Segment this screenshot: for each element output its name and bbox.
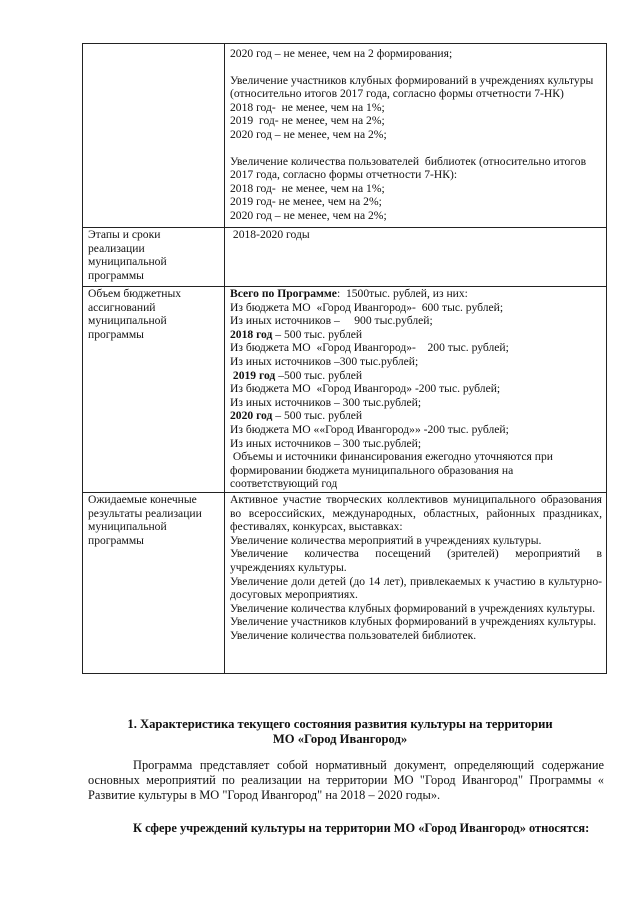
scope-paragraph: К сфере учреждений культуры на территории МО «Город Ивангород» относятся: bbox=[133, 821, 590, 835]
budget-cell: Всего по Программе: 1500тыс. рублей, из них: Из бюджета МО «Город Ивангород»- 600 тыс. рублей; Из иных источников – 900 тыс.рублей; 2018 год – 500 тыс. рублей Из бюджета МО «Город Ивангород»- 200 тыс. рублей; Из иных источников –300 тыс.рублей; 2019 год –500 тыс. рублей Из бюджета МО «Город Ивангород» -200 тыс. рублей; Из иных источников – 300 тыс.рублей; 2020 год – 500 тыс. рублей Из бюджета МО ««Город Ивангород»» -200 тыс. рублей; Из иных источников – 300 тыс.рублей; Объемы и источники финансирования ежегодно уточняются при формировании бюджета муниципального образования на соответствующий год bbox=[225, 287, 607, 493]
text-line: 2017 года, согласно формы отчетности 7-НК): bbox=[230, 168, 458, 182]
intro-paragraph: Программа представляет собой нормативный документ, определяющий содержание основных мероприятий по реализации на территории МО "Город Ивангород" Программы « Развитие культуры в МО "Город Ивангород" на 2018 – 2020 годы». bbox=[88, 758, 604, 802]
budget-2018: 2018 год – 500 тыс. рублей bbox=[230, 327, 363, 341]
text-line: 2019 год- не менее, чем на 2%; bbox=[230, 114, 385, 128]
table-row bbox=[83, 228, 607, 287]
budget-2020: 2020 год – 500 тыс. рублей bbox=[230, 409, 363, 423]
text-line: 2019 год- не менее, чем на 2%; bbox=[230, 195, 382, 209]
row-label-results: Ожидаемые конечные результаты реализации муниципальной программы bbox=[83, 493, 225, 674]
budget-total: Всего по Программе: 1500тыс. рублей, из них: bbox=[230, 287, 468, 300]
row-label-budget: Объем бюджетных ассигнований муниципальной программы bbox=[83, 287, 225, 493]
text-line: 2020 год – не менее, чем на 2%; bbox=[230, 127, 387, 141]
text-line: Увеличение участников клубных формирований в учреждениях культуры bbox=[230, 73, 594, 87]
text-line: 2020 год – не менее, чем на 2%; bbox=[230, 208, 387, 222]
text-line: 2018 год- не менее, чем на 1%; bbox=[230, 100, 385, 114]
results-cell: Активное участие творческих коллективов муниципального образования во всероссийских, международных, областных, районных праздниках, фестивалях, конкурсах, выставках: Увеличение количества мероприятий в учреждениях культуры. Увеличение количества посещений (зрителей) мероприятий в учреждениях культуры. Увеличение доли детей (до 14 лет), привлекаемых к участию в культурно-досуговых мероприятиях. Увеличение количества клубных формирований в учреждениях культуры. Увеличение участников клубных формирований в учреждениях культуры. Увеличение количества пользователей библиотек. bbox=[225, 493, 607, 674]
table-row bbox=[83, 287, 607, 493]
text-line: Увеличение количества пользователей библиотек (относительно итогов bbox=[230, 154, 587, 168]
text-line: 2020 год – не менее, чем на 2 формирования; bbox=[230, 47, 453, 60]
row-label-empty bbox=[83, 44, 225, 228]
budget-2019: 2019 год –500 тыс. рублей bbox=[230, 368, 363, 382]
stages-value: 2018-2020 годы bbox=[225, 228, 607, 287]
text-line: (относительно итогов 2017 года, согласно формы отчетности 7-НК) bbox=[230, 87, 564, 101]
table-row bbox=[83, 44, 607, 228]
program-passport-table bbox=[82, 43, 607, 674]
section-title: 1. Характеристика текущего состояния развития культуры на территории МО «Город Ивангород» bbox=[127, 717, 553, 746]
text-line: 2018 год- не менее, чем на 1%; bbox=[230, 181, 385, 195]
targets-cell bbox=[225, 44, 607, 228]
row-label-stages: Этапы и сроки реализации муниципальной программы bbox=[83, 228, 225, 287]
table-row bbox=[83, 493, 607, 674]
